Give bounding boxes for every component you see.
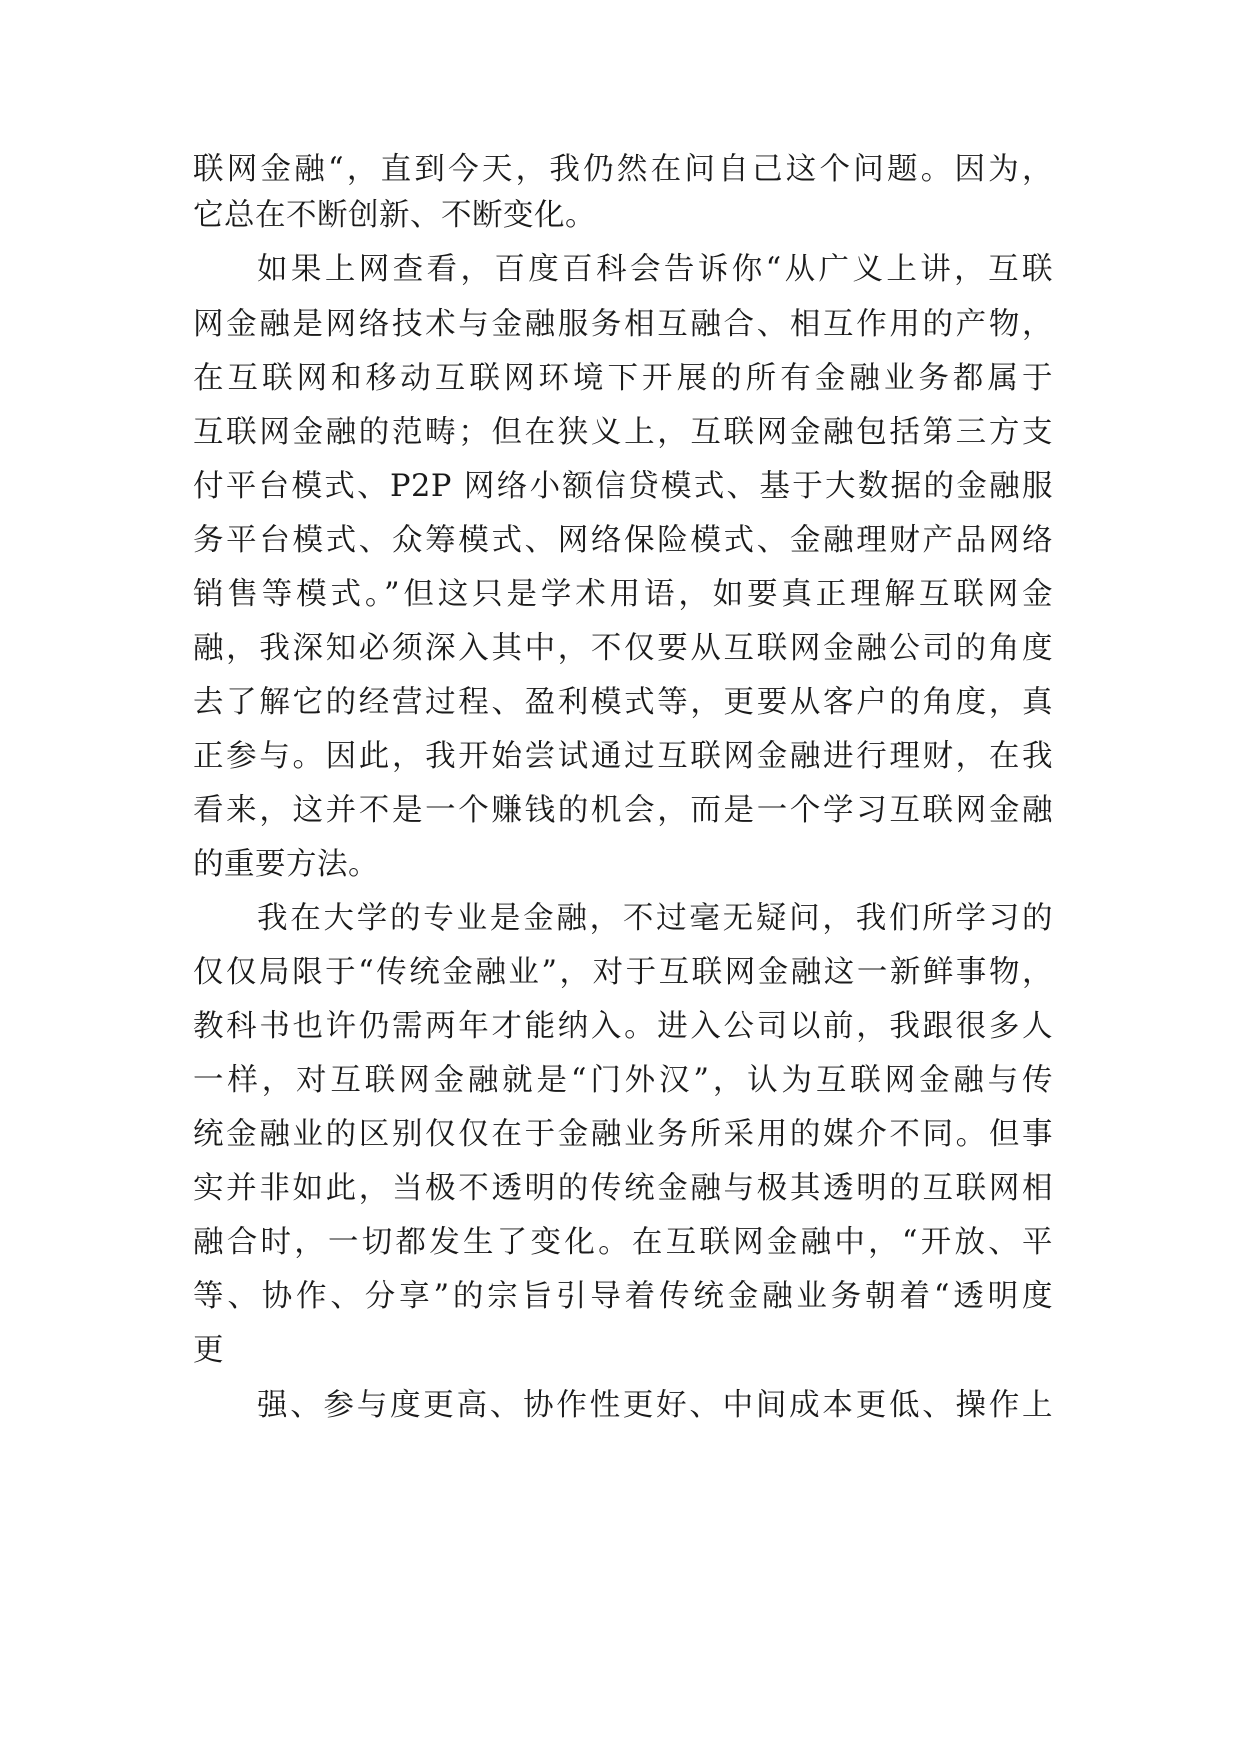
text-line: 看来，这并不是一个赚钱的机会，而是一个学习互联网金融	[193, 793, 1053, 828]
text-line: 融，我深知必须深入其中，不仅要从互联网金融公司的角度	[193, 631, 1053, 666]
paragraph-start-line: 我在大学的专业是金融，不过毫无疑问，我们所学习的	[257, 901, 1053, 936]
text-line: 去了解它的经营过程、盈利模式等，更要从客户的角度，真	[193, 685, 1053, 720]
text-line: 网金融是网络技术与金融服务相互融合、相互作用的产物，	[193, 307, 1053, 342]
text-line: 联网金融“，直到今天，我仍然在问自己这个问题。因为，	[193, 152, 1053, 187]
text-line: 付平台模式、P2P 网络小额信贷模式、基于大数据的金融服	[193, 469, 1053, 504]
text-line: 仅仅局限于“传统金融业”，对于互联网金融这一新鲜事物，	[193, 955, 1053, 990]
text-line: 教科书也许仍需两年才能纳入。进入公司以前，我跟很多人	[193, 1009, 1053, 1044]
text-line: 一样，对互联网金融就是“门外汉”，认为互联网金融与传	[193, 1063, 1053, 1098]
text-line: 等、协作、分享”的宗旨引导着传统金融业务朝着“透明度	[193, 1279, 1053, 1314]
text-line: 它总在不断创新、不断变化。	[193, 198, 596, 233]
text-line: 销售等模式。”但这只是学术用语，如要真正理解互联网金	[193, 577, 1053, 612]
text-line: 务平台模式、众筹模式、网络保险模式、金融理财产品网络	[193, 523, 1053, 558]
text-line: 统金融业的区别仅仅在于金融业务所采用的媒介不同。但事	[193, 1117, 1053, 1152]
text-line: 实并非如此，当极不透明的传统金融与极其透明的互联网相	[193, 1171, 1053, 1206]
text-line: 更	[193, 1333, 224, 1368]
text-line: 融合时，一切都发生了变化。在互联网金融中，“开放、平	[193, 1225, 1053, 1260]
text-line: 正参与。因此，我开始尝试通过互联网金融进行理财，在我	[193, 739, 1053, 774]
paragraph-start-line: 如果上网查看，百度百科会告诉你“从广义上讲，互联	[257, 252, 1053, 287]
text-line: 互联网金融的范畴；但在狭义上，互联网金融包括第三方支	[193, 415, 1053, 450]
text-line: 的重要方法。	[193, 847, 379, 882]
paragraph-start-line: 强、参与度更高、协作性更好、中间成本更低、操作上	[257, 1388, 1053, 1423]
text-line: 在互联网和移动互联网环境下开展的所有金融业务都属于	[193, 361, 1053, 396]
